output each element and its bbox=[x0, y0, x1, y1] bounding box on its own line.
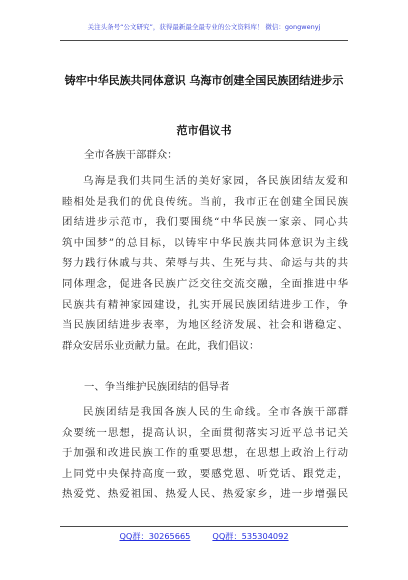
footer bbox=[0, 531, 408, 542]
paragraph-line: 于加强和改进民族工作的重要思想，在思想上政治上行动 bbox=[62, 447, 348, 460]
salutation: 全市各族干部群众： bbox=[84, 149, 178, 161]
section-heading-1: 一、争当维护民族团结的倡导者 bbox=[84, 381, 230, 393]
paragraph-line: 努力践行休戚与共、荣辱与共、生死与共、命运与共的共 bbox=[62, 257, 348, 270]
paragraph-line: 当民族团结进步表率，为地区经济发展、社会和谐稳定、 bbox=[62, 319, 348, 332]
paragraph-line: 民族团结是我国各族人民的生命线。全市各族干部群 bbox=[83, 406, 348, 418]
paragraph-line: 筑中国梦”的总目标，以铸牢中华民族共同体意识为主线 bbox=[62, 236, 348, 249]
paragraph-line: 上同党中央保持高度一致，要感党恩、听党话、跟党走， bbox=[62, 467, 348, 480]
paragraph-line: 睦相处是我们的优良传统。当前，我市正在创建全国民族 bbox=[62, 195, 348, 208]
paragraph-line: 群众安居乐业贡献力量。在此，我们倡议： bbox=[62, 339, 260, 352]
footer-divider bbox=[60, 526, 348, 527]
qq-group-2[interactable]: QQ群：535304092 bbox=[212, 531, 289, 541]
header-divider bbox=[60, 40, 348, 41]
paragraph-1 bbox=[62, 171, 348, 356]
paragraph-line: 乌海是我们共同生活的美好家园，各民族团结友爱和 bbox=[83, 175, 348, 187]
paragraph-2 bbox=[62, 402, 348, 505]
document-title-line-1: 铸牢中华民族共同体意识 乌海市创建全国民族团结进步示 bbox=[64, 74, 344, 87]
document-title-line-2: 范市倡议书 bbox=[176, 124, 232, 137]
qq-group-1[interactable]: QQ群：30265665 bbox=[119, 531, 191, 541]
paragraph-line: 团结进步示范市，我们要围绕“中华民族一家亲、同心共 bbox=[62, 216, 348, 229]
promo-header: 关注头条号“公文研究”，获得最新最全最专业的公文资料库！ 微信：gongwenyj bbox=[87, 23, 321, 31]
paragraph-line: 同体理念，促进各民族广泛交往交流交融，全面推进中华 bbox=[62, 277, 348, 290]
paragraph-line: 热爱党、热爱祖国、热爱人民、热爱家乡，进一步增强民 bbox=[62, 488, 348, 501]
paragraph-line: 民族共有精神家园建设，扎实开展民族团结进步工作，争 bbox=[62, 298, 348, 311]
paragraph-line: 众要统一思想，提高认识，全面贯彻落实习近平总书记关 bbox=[62, 426, 348, 439]
